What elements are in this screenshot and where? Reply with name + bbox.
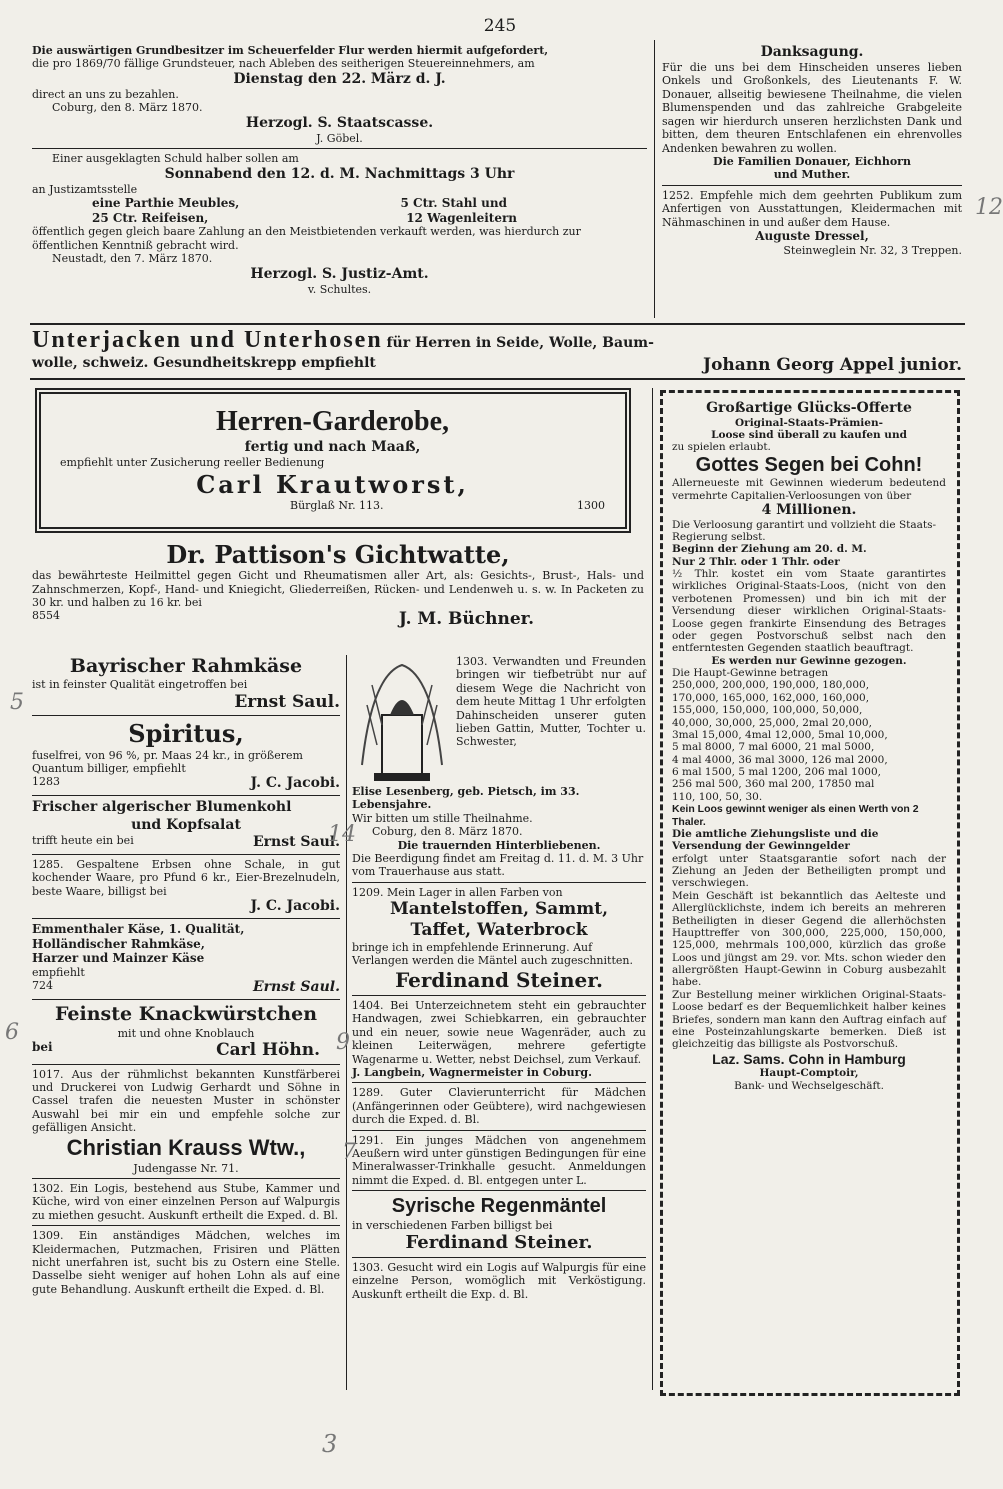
prize-line: 155,000, 150,000, 100,000, 50,000,: [672, 704, 863, 717]
trauer-sign: Die trauernden Hinterbliebenen.: [397, 838, 601, 852]
lottery-p11: Mein Geschäft ist bekanntlich das Aelteste und Allerglücklichste, indem ich bereits an mehreren Betheiligten in dieser Gegend die allerhöchsten Haupttreffer von 300,000, 225,000, 150,000, 125,000, mehrmals 100,000, kürzlich das große Loos und jüngst am 29. vor. Mts. schon wieder den allergrößten Haupt-Gewinn in Coburg ausbezahlt habe.: [672, 889, 946, 989]
erbsen-seller: J. C. Jacobi.: [250, 897, 340, 914]
margin-mark: 9: [336, 1030, 350, 1055]
prize-line: 40,000, 30,000, 25,000, 2mal 20,000,: [672, 716, 872, 729]
steiner1-h2: Taffet, Waterbrock: [410, 919, 588, 940]
wuerstchen-line: mit und ohne Knoblauch: [117, 1026, 255, 1040]
faerberei-body: Aus der rühmlichst bekannten Kunstfärberei und Druckerei von Ludwig Gerhardt und Söhne in Cassel trafen die neuesten Muster in schönster Auswahl bei mir ein und empfehle solche zur gefälligen Ansicht.: [32, 1067, 340, 1135]
divider: [32, 854, 340, 855]
right-column-rule: [652, 388, 653, 1390]
notice1-line: Die auswärtigen Grundbesitzer im Scheuerfelder Flur werden hiermit aufgefordert,: [32, 44, 549, 57]
garderobe-line: empfiehlt unter Zusicherung reeller Bedienung: [60, 456, 325, 470]
ad-number: 1285.: [32, 857, 64, 871]
margin-mark: 14: [328, 822, 356, 847]
kaese2-seller: Ernst Saul.: [252, 979, 340, 996]
trauer-funeral: Die Beerdigung findet am Freitag d. 11. d. M. 3 Uhr vom Trauerhause aus statt.: [352, 852, 644, 879]
lottery-p1: Allerneueste mit Gewinnen wiederum bedeutend vermehrte Capitalien-Verloosungen von über: [672, 477, 946, 502]
lottery-p9: Die amtliche Ziehungsliste und die Versendung der Gewinngelder: [672, 827, 879, 853]
lottery-brand: Gottes Segen bei Cohn!: [695, 453, 923, 476]
clavier-body: Guter Clavierunterricht für Mädchen (Anfängerinnen oder Geübtere), wird nachgewiesen durch die Exped. d. Bl.: [352, 1086, 646, 1127]
logis2-body: Gesucht wird ein Logis auf Walpurgis für eine einzelne Person, womöglich mit Verköstigung. Auskunft ertheilt die Exp. d. Bl.: [352, 1260, 646, 1301]
memorial-urn-icon: [352, 655, 452, 785]
margin-mark: 5: [10, 690, 24, 715]
official-notices: [32, 44, 647, 322]
lottery-h2: Original-Staats-Prämien-: [735, 416, 883, 429]
notice2-place-date: Neustadt, den 7. März 1870.: [52, 252, 213, 266]
underwear-banner: [32, 326, 962, 378]
ad1252-body: Empfehle mich dem geehrten Publikum zum Anfertigen von Ausstattungen, Kleidermachen mit Nähmaschinen in und außer dem Hause.: [662, 188, 963, 229]
steiner1-body: bringe ich in empfehlende Erinnerung. Auf Verlangen werden die Mäntel auch zugeschnitten.: [352, 940, 633, 968]
wuerstchen-title: Feinste Knackwürstchen: [54, 1003, 318, 1026]
lottery-p7: Die Haupt-Gewinne betragen: [672, 667, 829, 679]
ad-number: 724: [32, 979, 53, 993]
thanks-families2: und Muther.: [773, 168, 851, 182]
prize-line: 5 mal 8000, 7 mal 6000, 21 mal 5000,: [672, 741, 875, 754]
kaese2-line: Harzer und Mainzer Käse: [32, 951, 205, 966]
faerberei-address: Judengasse Nr. 71.: [133, 1161, 239, 1175]
spiritus-seller: J. C. Jacobi.: [250, 775, 340, 792]
spiritus-title: Spiritus,: [128, 719, 244, 749]
trauer-place-date: Coburg, den 8. März 1870.: [372, 825, 523, 839]
divider: [352, 995, 646, 996]
prize-line: 170,000, 165,000, 162,000, 160,000,: [672, 691, 870, 704]
lottery-p10: erfolgt unter Staatsgarantie sofort nach der Ziehung an Jeden der Betheiligten prompt und verschwiegen.: [672, 852, 946, 890]
blumenkohl-line: trifft heute ein bei: [32, 833, 134, 847]
ad-number: 1303.: [456, 655, 488, 668]
prize-line: 110, 100, 50, 30.: [672, 790, 763, 803]
trauer-name: Elise Lesenberg, geb. Pietsch, im 33. Lebensjahre.: [352, 785, 580, 812]
kaese-seller: Ernst Saul.: [234, 691, 340, 712]
prize-line: 250,000, 200,000, 190,000, 180,000,: [672, 679, 870, 692]
notice2-item: eine Parthie Meubles,: [92, 196, 240, 211]
notice1-place-date: Coburg, den 8. März 1870.: [52, 101, 203, 115]
lottery-p2: Die Verloosung garantirt und vollzieht die Staats-Regierung selbst.: [672, 518, 937, 543]
notice2-place: an Justizamtsstelle: [32, 182, 138, 196]
pattison-title: Dr. Pattison's Gichtwatte,: [166, 540, 510, 569]
notice2-item: 12 Wagenleitern: [406, 210, 517, 225]
kaese-line: ist in feinster Qualität eingetroffen bei: [32, 678, 248, 692]
ad-number: 1289.: [352, 1086, 384, 1100]
lottery-p5: ½ Thlr. kostet ein vom Staate garantirtes wirkliches Original-Staats-Loos, (nicht von den verbotenen Promessen) und bin ich mit der Versendung dieser wirklichen Original-Staats-Loose gegen frankirte Einsendung des Betrages oder gegen Postvorschuß selbst nach den entferntesten Gegenden staatlich beauftragt.: [672, 568, 946, 655]
banner-bottom-rule: [30, 378, 965, 380]
garderobe-title: Herren-Garderobe,: [215, 406, 449, 437]
divider: [32, 148, 647, 149]
banner-top-rule: [30, 323, 965, 325]
ad-number: 1303.: [352, 1260, 384, 1274]
ad-number: 8554: [32, 609, 60, 623]
divider: [662, 185, 962, 186]
divider: [32, 999, 340, 1000]
thanks-title: Danksagung.: [760, 44, 864, 60]
thanks-body: Für die uns bei dem Hinscheiden unseres lieben Onkels und Großonkels, des Lieutenants F. W. Donauer, allseitig bewiesene Theilnahme, die vielen Blumenspenden und das zahlreiche Grabgeleite sagen wir hierdurch unseren herzlichsten Dank und bitten, dem theuren Entschlafenen ein ehrenvolles Andenken bewahren zu wollen.: [662, 61, 962, 155]
kaese2-line: Emmenthaler Käse, 1. Qualität,: [32, 922, 245, 936]
lottery-seller: Laz. Sams. Cohn in Hamburg: [712, 1050, 906, 1067]
kaese-title: Bayrischer Rahmkäse: [69, 655, 303, 677]
notice2-signer: v. Schultes.: [307, 282, 372, 296]
page-number: 245: [483, 16, 517, 36]
kaese2-line: Holländischer Rahmkäse,: [32, 936, 205, 951]
ad-number: 1300: [577, 498, 605, 512]
ad-number: 1017.: [32, 1067, 64, 1081]
wuerstchen-pre: bei: [32, 1039, 53, 1054]
spiritus-body: fuselfrei, von 96 %, pr. Maas 24 kr., in größerem Quantum billiger, empfiehlt: [32, 748, 303, 775]
notice2-body: öffentlich gegen gleich baare Zahlung an den Meistbietenden verkauft werden, was hierdurch zur öffentlichen Kenntniß gebracht wird.: [32, 225, 581, 252]
prize-list: [672, 679, 946, 803]
divider: [32, 918, 340, 919]
lottery-p8: Kein Loos gewinnt weniger als einen Werth von 2 Thaler.: [672, 803, 919, 828]
pattison-seller: J. M. Büchner.: [398, 609, 534, 630]
divider: [32, 1064, 340, 1065]
lottery-p3: Beginn der Ziehung am 20. d. M.: [672, 543, 867, 556]
ad1252-name: Auguste Dressel,: [755, 228, 869, 243]
margin-mark: 6: [5, 1020, 19, 1045]
lottery-office2: Bank- und Wechselgeschäft.: [734, 1079, 884, 1092]
banner-line2: wolle, schweiz. Gesundheitskrepp empfiehlt: [32, 355, 376, 372]
thanks-column: [662, 44, 962, 322]
left-column: [32, 655, 340, 1390]
banner-seller: Johann Georg Appel junior.: [703, 355, 962, 376]
garderobe-address: Bürglaß Nr. 113.: [290, 498, 384, 512]
margin-mark: 12: [975, 195, 1003, 220]
notice1-authority: Herzogl. S. Staatscasse.: [245, 114, 434, 131]
notice2-intro: Einer ausgeklagten Schuld halber sollen am: [52, 152, 299, 166]
faerberei-seller: Christian Krauss Wtw.,: [66, 1134, 306, 1160]
pattison-ad: [32, 540, 644, 650]
pattison-body: das bewährteste Heilmittel gegen Gicht und Rheumatismen aller Art, als: Gesichts-, Brust-, Hals- und Zahnschmerzen, Kopf-, Hand- und Kniegicht, Gliederreißen, Rücken- und Lendenweh u. s. w. In Packeten zu 30 kr. und halben zu 16 kr. bei: [32, 569, 644, 610]
ad-number: 1309.: [32, 1229, 64, 1243]
top-column-rule: [654, 40, 655, 318]
wagen-seller: J. Langbein, Wagnermeister in Coburg.: [352, 1065, 592, 1079]
lottery-h4: zu spielen erlaubt.: [672, 441, 771, 454]
prize-line: 256 mal 500, 360 mal 200, 17850 mal: [672, 778, 875, 791]
lottery-p4: Nur 2 Thlr. oder 1 Thlr. oder: [672, 555, 840, 568]
ad-number: 1291.: [352, 1133, 384, 1147]
prize-line: 4 mal 4000, 36 mal 3000, 126 mal 2000,: [672, 753, 888, 766]
steiner1-intro: Mein Lager in allen Farben von: [387, 885, 563, 899]
blumenkohl-title: Frischer algerischer Blumenkohl: [32, 799, 292, 816]
regen-line: in verschiedenen Farben billigst bei: [352, 1218, 553, 1232]
wagen-body: Bei Unterzeichnetem steht ein gebrauchter Handwagen, zwei Schiebkarren, ein gebrauchter und ein neuer, sowie neue Wagenräder, auch zu kleinen Leiterwägen, mehrere gefertigte Wagenarme u. Wetter, nebst Deichsel, zum Verkauf.: [352, 998, 646, 1066]
trauer-body: Verwandten und Freunden bringen wir tiefbetrübt nur auf diesem Wege die Nachricht von dem heute Mittag 1 Uhr erfolgten Dahinscheiden unserer guten lieben Gattin, Mutter, Tochter u. Schwester,: [456, 655, 646, 749]
regen-seller: Ferdinand Steiner.: [405, 1232, 593, 1253]
wuerstchen-seller: Carl Höhn.: [216, 1039, 320, 1060]
ad-number: 1404.: [352, 998, 384, 1012]
notice1-signer: J. Göbel.: [316, 131, 363, 145]
maedchen2-body: Ein junges Mädchen von angenehmem Aeußern wird unter günstigen Bedingungen für eine Mineralwasser-Trinkhalle gesucht. Anmeldungen nimmt die Exped. d. Bl. entgegen unter L.: [352, 1133, 646, 1187]
steiner1-seller: Ferdinand Steiner.: [395, 967, 603, 992]
trauer-line: Wir bitten um stille Theilnahme.: [352, 811, 533, 825]
lottery-h3: Loose sind überall zu kaufen und: [711, 428, 907, 441]
lottery-millions: 4 Millionen.: [761, 501, 857, 518]
margin-mark: 7: [342, 1140, 356, 1165]
notice1-date: Dienstag den 22. März d. J.: [233, 70, 446, 87]
banner-headline: Unterjacken und Unterhosen: [32, 327, 383, 353]
steiner1-h1: Mantelstoffen, Sammt,: [389, 899, 609, 920]
prize-line: 6 mal 1500, 5 mal 1200, 206 mal 1000,: [672, 766, 882, 778]
garderobe-ad: [60, 405, 605, 515]
notice1-line: die pro 1869/70 fällige Grundsteuer, nach Ableben des seitherigen Steuereinnehmers, am: [32, 57, 535, 71]
notice2-authority: Herzogl. S. Justiz-Amt.: [250, 265, 429, 282]
banner-rest: für Herren in Seide, Wolle, Baum-: [386, 335, 654, 351]
kaese2-line: empfiehlt: [32, 965, 85, 979]
garderobe-subtitle: fertig und nach Maaß,: [244, 439, 421, 456]
notice2-item: 5 Ctr. Stahl und: [400, 196, 507, 211]
lottery-ad: [672, 400, 946, 1385]
prize-line: 3mal 15,000, 4mal 12,000, 5mal 10,000,: [672, 728, 888, 741]
lottery-office: Haupt-Comptoir,: [759, 1067, 859, 1080]
lottery-p6: Es werden nur Gewinne gezogen.: [711, 654, 907, 667]
lottery-p12: Zur Bestellung meiner wirklichen Original-Staats-Loose bedarf es der Bequemlichkeit halber keines Briefes, sondern man kann den Auftrag einfach auf eine Posteinzahlungskarte bemerken. Dieß ist gleichzeitig das billigste als Postvorschuß.: [672, 988, 946, 1051]
divider: [352, 1257, 646, 1258]
notice1-line3: direct an uns zu bezahlen.: [32, 87, 179, 101]
blumenkohl-seller: Ernst Saul.: [252, 833, 340, 850]
divider: [352, 1190, 646, 1191]
ad1252-address: Steinweglein Nr. 32, 3 Treppen.: [783, 243, 962, 257]
middle-column: [352, 655, 646, 1390]
divider: [32, 795, 340, 796]
notice2-item: 25 Ctr. Reifeisen,: [92, 210, 209, 225]
divider: [32, 715, 340, 716]
maedchen-body: Ein anständiges Mädchen, welches im Kleidermachen, Putzmachen, Frisiren und Plätten nicht unerfahren ist, sucht bis zu Ostern eine Stelle. Dasselbe sieht weniger auf hohen Lohn als auf eine gute Behandlung. Auskunft ertheilt die Exped. d. Bl.: [32, 1229, 341, 1296]
ad-number: 1283: [32, 775, 60, 789]
blumenkohl-title2: und Kopfsalat: [131, 816, 241, 833]
garderobe-name: Carl Krautworst,: [196, 469, 469, 499]
divider: [32, 1178, 340, 1179]
margin-mark: 3: [322, 1430, 338, 1458]
divider: [32, 1225, 340, 1226]
notice2-date: Sonnabend den 12. d. M. Nachmittags 3 Uhr: [164, 165, 515, 182]
ad-number: 1302.: [32, 1181, 64, 1195]
divider: [352, 882, 646, 883]
left-column-rule: [346, 655, 347, 1390]
regen-title: Syrische Regenmäntel: [391, 1195, 607, 1218]
ad-number: 1209.: [352, 885, 384, 899]
erbsen-body: Gespaltene Erbsen ohne Schale, in gut kochender Waare, pro Pfund 6 kr., Eier-Brezelnudeln, beste Waare, billigst bei: [32, 857, 340, 898]
ad-number: 1252.: [662, 188, 694, 202]
lottery-h1: Großartige Glücks-Offerte: [706, 400, 912, 416]
logis-body: Ein Logis, bestehend aus Stube, Kammer und Küche, wird von einer einzelnen Person auf Walpurgis zu miethen gesucht. Auskunft ertheilt die Exped. d. Bl.: [32, 1181, 340, 1222]
divider: [352, 1130, 646, 1131]
divider: [352, 1082, 646, 1083]
thanks-families: Die Familien Donauer, Eichhorn: [713, 154, 911, 168]
